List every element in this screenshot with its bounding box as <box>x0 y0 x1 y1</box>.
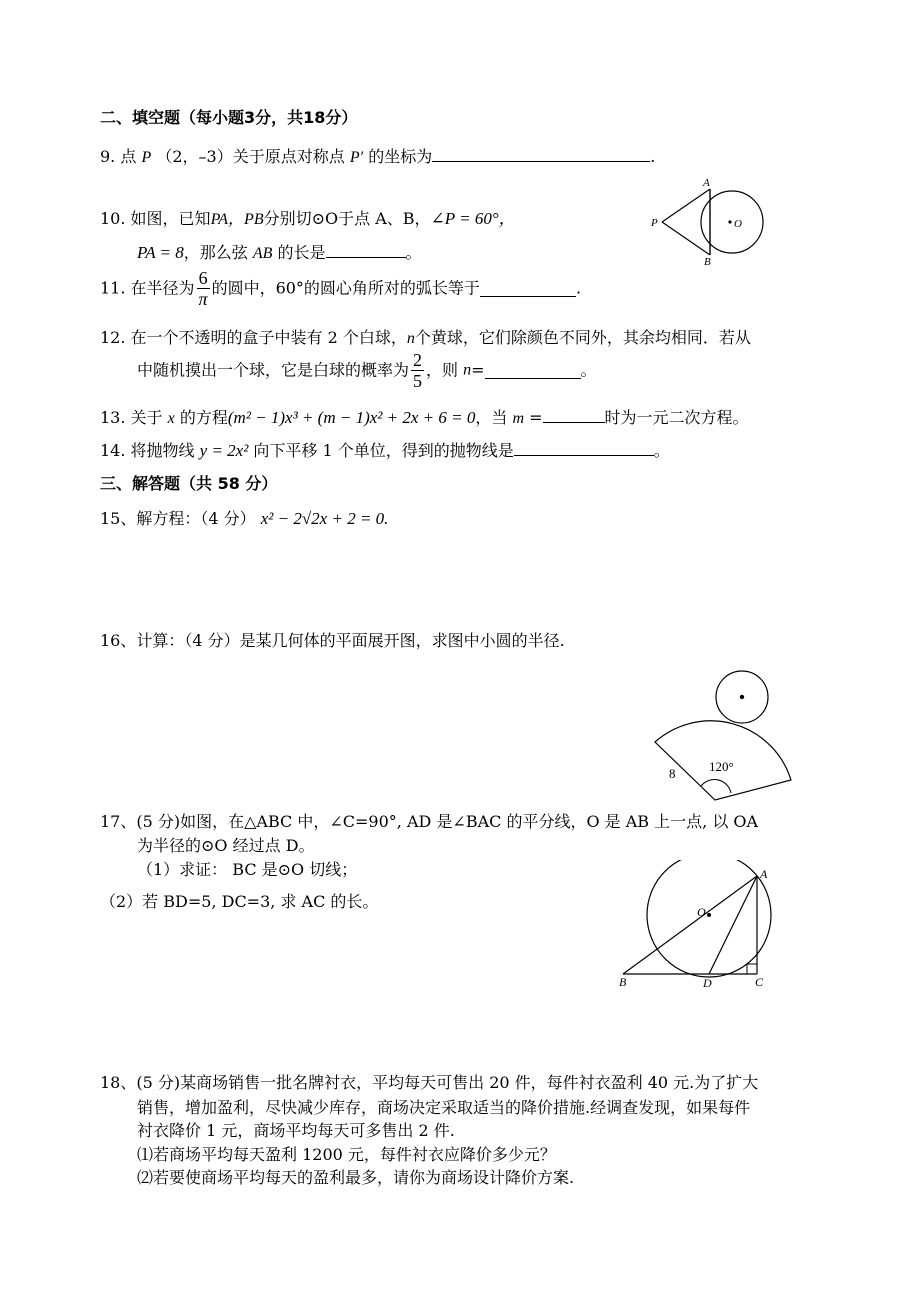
section-3-title: 三、解答题（共 58 分） <box>100 474 278 493</box>
section-2-title: 二、填空题（每小题3分，共18分） <box>100 108 358 127</box>
q10-label-p: P <box>651 217 658 229</box>
q17-segment-ad <box>709 876 757 974</box>
q17-label-c: C <box>755 975 764 989</box>
q10-tangent-pb <box>662 222 710 255</box>
q15-equation: x² − 2√2x + 2 = 0. <box>260 509 389 528</box>
q16-angle-label: 120° <box>709 759 734 774</box>
question-18-line-3: 衬衣降价 1 元，商场平均每天可多售出 2 件. <box>137 1121 455 1140</box>
question-12-line-2: 中随机摸出一个球，它是白球的概率为 $\frac{2}{5}$ ，则 n= 。 <box>137 350 597 391</box>
question-17-line-1: 17、(5 分)如图，在△ABC 中，∠C=90°, AD 是∠BAC 的平分线，O 是 AB 上一点, 以 OA <box>100 812 759 831</box>
question-15: 15、解方程：（4 分） x² − 2√2x + 2 = 0. <box>100 509 389 528</box>
q12-number: 12. <box>100 328 126 347</box>
question-17-line-2: 为半径的⊙O 经过点 D。 <box>137 836 315 855</box>
question-10-line-1: 10. 如图，已知PA，PB分别切⊙O于点 A、B，∠P = 60°， <box>100 209 516 228</box>
q10-tangent-figure <box>640 172 780 267</box>
question-18-line-1: 18、(5 分)某商场销售一批名牌衬衣，平均每天可售出 20 件，每件衬衣盈利 40 元.为了扩大 <box>100 1073 759 1092</box>
q17-right-angle-mark <box>747 964 757 974</box>
question-16: 16、计算：（4 分）是某几何体的平面展开图，求图中小圆的半径. <box>100 631 565 650</box>
q11-answer-blank[interactable] <box>480 280 576 297</box>
question-14: 14. 将抛物线 y = 2x² 向下平移 1 个单位，得到的抛物线是 。 <box>100 441 670 460</box>
q17-triangle-circle-figure <box>610 860 800 995</box>
q14-equation: y = 2x² <box>199 441 249 460</box>
q9-answer-blank[interactable] <box>432 145 650 162</box>
q16-small-circle-center <box>740 695 744 699</box>
q17-label-b: B <box>619 975 627 989</box>
question-9: 9. 点 P （2，–3）关于原点对称点 P′ 的坐标为 . <box>100 147 656 166</box>
question-12-line-1: 12. 在一个不透明的盒子中装有 2 个白球，n个黄球，它们除颜色不同外，其余均相同．若从 <box>100 328 751 347</box>
q10-label-a: A <box>703 177 710 189</box>
question-17-part-1: （1）求证： BC 是⊙O 切线； <box>137 860 358 879</box>
q17-label-d: D <box>703 976 712 990</box>
q11-number: 11. <box>100 278 126 298</box>
q13-equation: (m² − 1)x³ + (m − 1)x² + 2x + 6 = 0 <box>227 408 476 427</box>
q10-tangent-pa <box>662 189 710 222</box>
q17-label-a: A <box>760 867 768 881</box>
question-17-part-2: （2）若 BD=5, DC=3, 求 AC 的长。 <box>100 892 379 911</box>
question-13: 13. 关于 x 的方程(m² − 1)x³ + (m − 1)x² + 2x + 6 = 0，当 m = 时为一元二次方程。 <box>100 408 749 427</box>
q17-circle <box>647 860 771 977</box>
q10-number: 10. <box>100 209 126 228</box>
q16-cone-net-figure <box>645 660 805 805</box>
q16-radius-label: 8 <box>669 766 676 781</box>
q11-fraction: $\frac{6}{\pi}$ <box>198 268 208 309</box>
q10-center-dot <box>728 220 731 223</box>
question-18-line-2: 销售，增加盈利，尽快减少库存，商场决定采取适当的降价措施.经调查发现，如果每件 <box>137 1098 751 1117</box>
q14-answer-blank[interactable] <box>514 439 654 456</box>
q17-segment-ab <box>623 876 757 974</box>
q10-label-b: B <box>704 256 711 267</box>
q14-number: 14. <box>100 441 126 460</box>
q13-answer-blank[interactable] <box>543 406 605 423</box>
question-10-line-2: PA = 8，那么弦 AB 的长是 。 <box>137 243 422 262</box>
q12-fraction: $\frac{2}{5}$ <box>413 350 423 391</box>
question-18-part-1: ⑴若商场平均每天盈利 1200 元，每件衬衣应降价多少元？ <box>137 1145 556 1164</box>
q17-center-dot <box>707 913 711 917</box>
q12-answer-blank[interactable] <box>485 362 581 379</box>
q17-label-o: O <box>697 905 706 919</box>
q10-label-o: O <box>734 218 742 230</box>
question-18-part-2: ⑵若要使商场平均每天的盈利最多，请你为商场设计降价方案. <box>137 1168 575 1187</box>
q13-number: 13. <box>100 408 126 427</box>
question-11: 11. 在半径为 $\frac{6}{\pi}$ 的圆中，60°的圆心角所对的弧长等于 . <box>100 268 582 309</box>
q9-number: 9. <box>100 147 116 166</box>
q10-answer-blank[interactable] <box>326 241 406 258</box>
